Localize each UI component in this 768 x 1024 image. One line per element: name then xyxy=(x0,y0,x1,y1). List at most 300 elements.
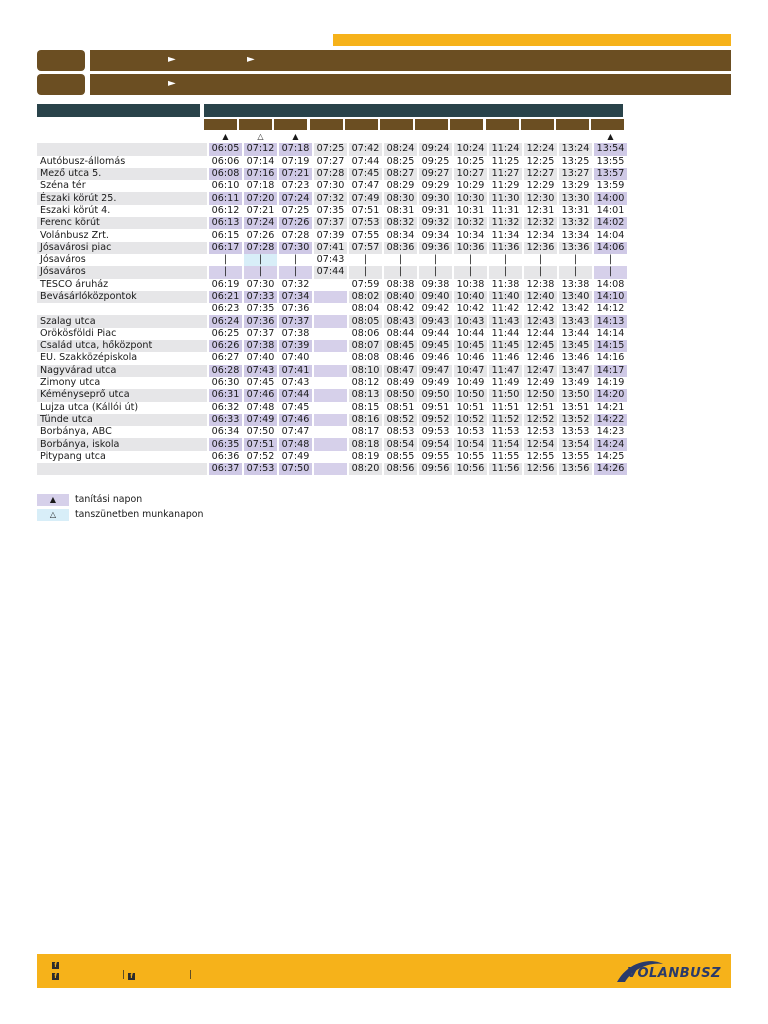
departure-time: 07:30 xyxy=(243,279,278,291)
departure-time: 10:25 xyxy=(453,156,488,168)
table-row xyxy=(37,180,627,192)
departure-time: 13:52 xyxy=(558,414,593,426)
departure-note-symbol: ▲ xyxy=(208,131,243,143)
departure-time: 13:31 xyxy=(558,205,593,217)
stop-name: Család utca, hőközpont xyxy=(37,340,208,352)
stop-name: Autóbusz-állomás xyxy=(40,155,126,167)
departure-time: 13:34 xyxy=(558,229,593,241)
departure-time: 10:49 xyxy=(453,377,488,389)
stop-name xyxy=(37,463,208,475)
table-row xyxy=(37,205,627,217)
departure-time: 07:37 xyxy=(278,315,313,327)
departure-time xyxy=(313,365,348,377)
table-row xyxy=(37,143,627,155)
departure-time xyxy=(313,377,348,389)
line-number-tab xyxy=(37,50,85,71)
stop-name: Jósaváros xyxy=(37,266,208,278)
stop-name: Lujza utca (Kállói út) xyxy=(40,401,139,413)
departure-time: 08:15 xyxy=(348,402,383,414)
departure-time: 12:32 xyxy=(523,217,558,229)
departure-time: 06:19 xyxy=(208,279,243,291)
table-row xyxy=(37,377,627,389)
departure-time: 07:36 xyxy=(278,303,313,315)
table-row xyxy=(37,328,627,340)
departure-note-symbol xyxy=(453,131,488,143)
stop-name: Mező utca 5. xyxy=(37,168,208,180)
departure-time: 06:15 xyxy=(208,229,243,241)
departure-time: 09:50 xyxy=(418,389,453,401)
stop-name: Széna tér xyxy=(40,180,86,192)
departure-time: 06:37 xyxy=(208,463,243,475)
departure-time: 06:34 xyxy=(208,426,243,438)
departure-time: 07:25 xyxy=(278,205,313,217)
departure-time: 06:10 xyxy=(208,180,243,192)
departure-column-chip xyxy=(486,119,519,130)
departure-time: 13:53 xyxy=(558,426,593,438)
departure-column-chip xyxy=(591,119,624,130)
departure-time: 07:24 xyxy=(278,192,313,204)
departure-time: 07:48 xyxy=(278,438,313,450)
departure-time: 09:32 xyxy=(418,217,453,229)
departure-column-chip xyxy=(415,119,448,130)
departure-time: 07:45 xyxy=(278,402,313,414)
departure-time: 14:25 xyxy=(593,451,627,463)
stop-name: Volánbusz Zrt. xyxy=(40,229,109,241)
departure-time: 08:17 xyxy=(348,426,383,438)
departure-time: 07:39 xyxy=(313,229,348,241)
departure-time: 08:38 xyxy=(383,279,418,291)
legend-label-school: tanítási napon xyxy=(75,494,143,505)
departure-time: 09:54 xyxy=(418,438,453,450)
departure-time: 11:40 xyxy=(488,291,523,303)
departure-time xyxy=(313,451,348,463)
departure-time: 07:19 xyxy=(278,156,313,168)
departure-time: 07:25 xyxy=(313,143,348,155)
departure-time: | xyxy=(383,254,418,266)
table-row xyxy=(37,229,627,241)
departure-time: 07:45 xyxy=(243,377,278,389)
departure-time: 06:05 xyxy=(208,143,243,155)
departure-time: 08:51 xyxy=(383,402,418,414)
departure-time: 10:29 xyxy=(453,180,488,192)
departure-time: 12:24 xyxy=(523,143,558,155)
departure-time: 07:26 xyxy=(278,217,313,229)
departure-time: 06:27 xyxy=(208,352,243,364)
departure-time: 12:46 xyxy=(523,352,558,364)
departure-time: 11:34 xyxy=(488,229,523,241)
departure-time: 13:57 xyxy=(593,168,627,180)
departure-time: 10:34 xyxy=(453,229,488,241)
departure-time: 07:40 xyxy=(243,352,278,364)
departure-time: | xyxy=(278,266,313,278)
departure-column-chip xyxy=(204,119,237,130)
departure-time: 07:18 xyxy=(278,143,313,155)
departure-time: 08:25 xyxy=(383,156,418,168)
departure-time: 12:54 xyxy=(523,438,558,450)
departure-time: 13:47 xyxy=(558,365,593,377)
departure-time: 07:40 xyxy=(278,352,313,364)
route-arrow-icon: ► xyxy=(247,54,255,65)
table-row xyxy=(37,303,627,315)
departure-time: 08:24 xyxy=(383,143,418,155)
departure-time: 06:13 xyxy=(208,217,243,229)
departure-time: 13:32 xyxy=(558,217,593,229)
table-row xyxy=(37,242,627,254)
departure-time: 08:31 xyxy=(383,205,418,217)
departure-time: 08:49 xyxy=(383,377,418,389)
departure-time: 14:04 xyxy=(593,229,627,241)
departure-time: 08:45 xyxy=(383,340,418,352)
departure-note-symbol: ▲ xyxy=(593,131,627,143)
departure-time: 09:45 xyxy=(418,340,453,352)
stop-name: Északi körút 4. xyxy=(40,204,111,216)
departure-time: 08:12 xyxy=(348,377,383,389)
departure-time: | xyxy=(208,266,243,278)
departure-time: 12:40 xyxy=(523,291,558,303)
departure-time: 08:27 xyxy=(383,168,418,180)
departure-time: 07:43 xyxy=(278,377,313,389)
departure-time: 11:32 xyxy=(488,217,523,229)
departure-time: 07:16 xyxy=(243,168,278,180)
table-row xyxy=(37,414,627,426)
departure-time: 07:43 xyxy=(313,254,348,266)
departure-time: 08:32 xyxy=(383,217,418,229)
stop-name: Jósaváros xyxy=(40,254,86,266)
departure-time: 12:27 xyxy=(523,168,558,180)
departure-time: 10:50 xyxy=(453,389,488,401)
stop-name: TESCO áruház xyxy=(40,278,109,290)
departure-time: 09:46 xyxy=(418,352,453,364)
departure-column-chip xyxy=(274,119,307,130)
departure-time: 14:16 xyxy=(593,352,627,364)
departure-time: 11:55 xyxy=(488,451,523,463)
departure-time: 07:24 xyxy=(243,217,278,229)
departure-time: 10:42 xyxy=(453,303,488,315)
departure-time: 14:24 xyxy=(593,438,627,450)
departure-time: 07:39 xyxy=(278,340,313,352)
departure-time: 14:22 xyxy=(593,414,627,426)
departure-note-symbol xyxy=(348,131,383,143)
departure-time: 07:53 xyxy=(243,463,278,475)
departure-column-chip xyxy=(380,119,413,130)
departure-time: 12:47 xyxy=(523,365,558,377)
table-row xyxy=(37,438,627,450)
departure-note-symbol: △ xyxy=(243,131,278,143)
departure-time: 10:38 xyxy=(453,279,488,291)
departure-time xyxy=(313,328,348,340)
departure-time: | xyxy=(278,254,313,266)
departure-time: 07:30 xyxy=(313,180,348,192)
departure-time: 08:47 xyxy=(383,365,418,377)
departure-time: 13:44 xyxy=(558,328,593,340)
departure-time: 11:45 xyxy=(488,340,523,352)
departure-time: 12:56 xyxy=(523,463,558,475)
departure-time: 09:25 xyxy=(418,156,453,168)
departure-time: 13:54 xyxy=(558,438,593,450)
table-row xyxy=(37,315,627,327)
route-header-bar xyxy=(90,50,731,71)
departure-time: 12:36 xyxy=(523,242,558,254)
departure-time: 14:06 xyxy=(593,242,627,254)
departure-time: | xyxy=(523,254,558,266)
departure-time: 06:26 xyxy=(208,340,243,352)
departure-time: | xyxy=(523,266,558,278)
departure-time: 14:23 xyxy=(593,426,627,438)
departure-time: 11:54 xyxy=(488,438,523,450)
departure-time: 10:54 xyxy=(453,438,488,450)
table-row xyxy=(37,168,627,180)
departure-time: 10:32 xyxy=(453,217,488,229)
departure-time: 07:57 xyxy=(348,242,383,254)
departure-time: 09:43 xyxy=(418,315,453,327)
departure-time: 10:55 xyxy=(453,451,488,463)
departure-time: 07:48 xyxy=(243,402,278,414)
departure-note-symbol xyxy=(523,131,558,143)
legend-swatch-holiday: △ xyxy=(37,509,69,521)
departure-time: 07:37 xyxy=(243,328,278,340)
departure-time: 07:28 xyxy=(278,229,313,241)
departure-time: 13:45 xyxy=(558,340,593,352)
departure-time: 07:41 xyxy=(278,365,313,377)
departure-time: 13:51 xyxy=(558,402,593,414)
departure-time: 12:45 xyxy=(523,340,558,352)
departure-time: 11:27 xyxy=(488,168,523,180)
facebook-icon[interactable]: f xyxy=(52,962,59,969)
departure-time: 07:30 xyxy=(278,242,313,254)
departure-time: 07:51 xyxy=(243,438,278,450)
departure-time: 07:45 xyxy=(348,168,383,180)
departure-column-chip xyxy=(450,119,483,130)
departure-time: 08:52 xyxy=(383,414,418,426)
departure-time: 14:13 xyxy=(593,315,627,327)
departure-time: 07:20 xyxy=(243,192,278,204)
departure-time: 13:38 xyxy=(558,279,593,291)
departure-time: 13:50 xyxy=(558,389,593,401)
departure-time: 07:59 xyxy=(348,279,383,291)
departure-time: 12:51 xyxy=(523,402,558,414)
departure-time: 08:30 xyxy=(383,192,418,204)
departure-time: | xyxy=(488,254,523,266)
departure-time: 08:02 xyxy=(348,291,383,303)
table-row xyxy=(37,389,627,401)
departure-time: 14:14 xyxy=(593,328,627,340)
departure-time: 07:47 xyxy=(348,180,383,192)
stop-name: Pitypang utca xyxy=(40,450,106,462)
departure-time: 08:10 xyxy=(348,365,383,377)
departure-time: 06:33 xyxy=(208,414,243,426)
departure-time: 07:14 xyxy=(243,156,278,168)
volanbusz-logo-text: VOLANBUSZ xyxy=(627,966,721,981)
departure-time: 10:44 xyxy=(453,328,488,340)
departure-time: 10:53 xyxy=(453,426,488,438)
departure-time: 08:06 xyxy=(348,328,383,340)
departure-time: 07:44 xyxy=(278,389,313,401)
departure-time: 06:25 xyxy=(208,328,243,340)
departure-time: 10:45 xyxy=(453,340,488,352)
departure-time: 10:36 xyxy=(453,242,488,254)
facebook-icon[interactable]: f xyxy=(52,973,59,980)
legend-swatch-school: ▲ xyxy=(37,494,69,506)
departure-time: 14:20 xyxy=(593,389,627,401)
departure-time: 13:36 xyxy=(558,242,593,254)
departure-time: 08:43 xyxy=(383,315,418,327)
departure-note-symbol xyxy=(313,131,348,143)
route-arrow-icon: ► xyxy=(168,54,176,65)
departure-time: 11:42 xyxy=(488,303,523,315)
departure-time: 12:25 xyxy=(523,156,558,168)
route-header-bar xyxy=(90,74,731,95)
departure-time xyxy=(313,279,348,291)
departure-time: 11:24 xyxy=(488,143,523,155)
departure-column-chip xyxy=(239,119,272,130)
departure-time: 09:38 xyxy=(418,279,453,291)
departure-time: 10:56 xyxy=(453,463,488,475)
table-row xyxy=(37,291,627,303)
departure-time: 06:23 xyxy=(208,303,243,315)
departure-time: 14:19 xyxy=(593,377,627,389)
departure-time: 10:51 xyxy=(453,402,488,414)
stop-name: Borbánya, ABC xyxy=(40,426,112,438)
departure-time xyxy=(313,303,348,315)
departure-time: 09:55 xyxy=(418,451,453,463)
departure-time: 13:42 xyxy=(558,303,593,315)
departure-time: 12:31 xyxy=(523,205,558,217)
stop-name: Északi körút 25. xyxy=(37,192,208,204)
departure-time: 12:55 xyxy=(523,451,558,463)
departure-time: 14:15 xyxy=(593,340,627,352)
table-row xyxy=(37,340,627,352)
stop-name: Borbánya, iskola xyxy=(37,438,208,450)
departure-column-chip xyxy=(521,119,554,130)
departure-time: 08:55 xyxy=(383,451,418,463)
departure-time: 14:01 xyxy=(593,205,627,217)
departure-time: 13:49 xyxy=(558,377,593,389)
departure-time: | xyxy=(593,266,627,278)
departure-time: 06:12 xyxy=(208,205,243,217)
departure-time: 07:44 xyxy=(313,266,348,278)
departure-time: 07:41 xyxy=(313,242,348,254)
departure-time: 13:55 xyxy=(558,451,593,463)
departure-note-symbol xyxy=(418,131,453,143)
departure-time: 07:50 xyxy=(278,463,313,475)
departure-time: 09:56 xyxy=(418,463,453,475)
route-arrow-icon: ► xyxy=(168,78,176,89)
departure-time xyxy=(313,426,348,438)
departure-time: 07:53 xyxy=(348,217,383,229)
departure-time: 07:21 xyxy=(278,168,313,180)
table-row xyxy=(37,156,627,168)
departure-time: | xyxy=(208,254,243,266)
departure-time: 06:28 xyxy=(208,365,243,377)
stop-name: Örökösföldi Piac xyxy=(40,327,117,339)
departure-time xyxy=(313,463,348,475)
departure-time: 10:40 xyxy=(453,291,488,303)
departure-time: 08:46 xyxy=(383,352,418,364)
departure-time: 11:43 xyxy=(488,315,523,327)
departure-time: 07:43 xyxy=(243,365,278,377)
departure-column-chip xyxy=(556,119,589,130)
departure-time: 08:29 xyxy=(383,180,418,192)
departure-time: 08:20 xyxy=(348,463,383,475)
stop-name: Tünde utca xyxy=(37,414,208,426)
departure-time: 06:08 xyxy=(208,168,243,180)
departure-time: 07:49 xyxy=(243,414,278,426)
departure-time: 10:47 xyxy=(453,365,488,377)
departure-time: 11:51 xyxy=(488,402,523,414)
departure-time: 09:47 xyxy=(418,365,453,377)
departure-time: 11:49 xyxy=(488,377,523,389)
departure-time: 09:49 xyxy=(418,377,453,389)
departure-time: 11:29 xyxy=(488,180,523,192)
departure-time xyxy=(313,389,348,401)
departure-time: 08:42 xyxy=(383,303,418,315)
departure-time: 13:59 xyxy=(593,180,627,192)
departure-time: | xyxy=(383,266,418,278)
departure-time: 07:21 xyxy=(243,205,278,217)
departure-time: | xyxy=(348,266,383,278)
facebook-icon[interactable]: f xyxy=(128,973,135,980)
departure-time: 10:43 xyxy=(453,315,488,327)
departure-time: 08:40 xyxy=(383,291,418,303)
departure-note-symbol xyxy=(558,131,593,143)
departures-header xyxy=(204,104,623,117)
departure-time: 07:27 xyxy=(313,156,348,168)
departure-time: 12:29 xyxy=(523,180,558,192)
departure-time: 08:05 xyxy=(348,315,383,327)
departure-time: 12:53 xyxy=(523,426,558,438)
departure-time: 13:30 xyxy=(558,192,593,204)
table-row xyxy=(37,279,627,291)
departure-time: 10:46 xyxy=(453,352,488,364)
departure-time: 09:44 xyxy=(418,328,453,340)
departure-time: 12:30 xyxy=(523,192,558,204)
departure-time: 09:40 xyxy=(418,291,453,303)
departure-time: 08:44 xyxy=(383,328,418,340)
departure-time: 14:08 xyxy=(593,279,627,291)
stop-column-header xyxy=(37,104,200,117)
top-accent-bar xyxy=(333,34,731,46)
departure-time xyxy=(313,291,348,303)
departure-time: 14:10 xyxy=(593,291,627,303)
departure-time: 08:18 xyxy=(348,438,383,450)
table-row xyxy=(37,254,627,266)
departure-time: 13:40 xyxy=(558,291,593,303)
departure-time: 08:53 xyxy=(383,426,418,438)
departure-time: 06:24 xyxy=(208,315,243,327)
departure-time: 07:33 xyxy=(243,291,278,303)
departure-time: 09:29 xyxy=(418,180,453,192)
departure-time: | xyxy=(243,254,278,266)
departure-time: 07:38 xyxy=(278,328,313,340)
departure-time: 06:35 xyxy=(208,438,243,450)
departure-time: 06:17 xyxy=(208,242,243,254)
departure-time xyxy=(313,438,348,450)
departure-time: 07:18 xyxy=(243,180,278,192)
departure-time: | xyxy=(348,254,383,266)
departure-time: 07:46 xyxy=(278,414,313,426)
departure-time: 13:46 xyxy=(558,352,593,364)
departure-time: 08:50 xyxy=(383,389,418,401)
departure-time: 11:44 xyxy=(488,328,523,340)
departure-time: 12:44 xyxy=(523,328,558,340)
departure-time: 09:52 xyxy=(418,414,453,426)
departure-time: 06:21 xyxy=(208,291,243,303)
departure-time: 09:36 xyxy=(418,242,453,254)
departure-time: 14:26 xyxy=(593,463,627,475)
departure-time: 07:34 xyxy=(278,291,313,303)
departure-time: 13:27 xyxy=(558,168,593,180)
departure-time: 08:56 xyxy=(383,463,418,475)
